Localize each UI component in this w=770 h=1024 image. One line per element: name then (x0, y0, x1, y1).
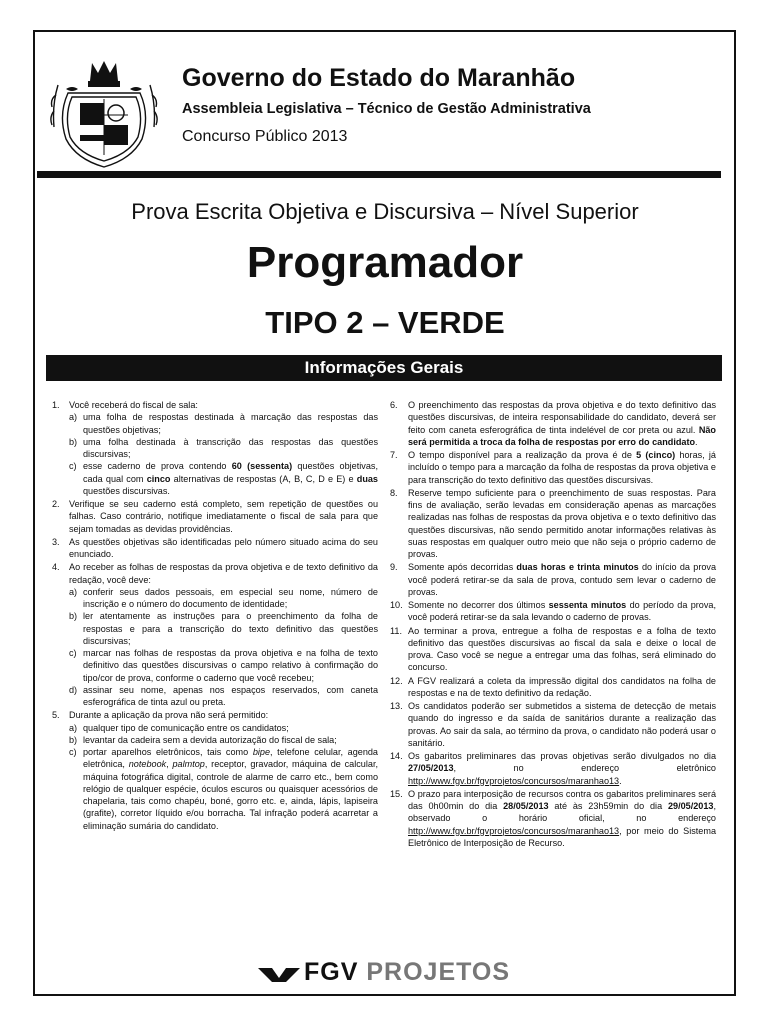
list-item: 8. Reserve tempo suficiente para o preenchimento de suas respostas. Para fins de avaliação, serão levadas em consideração apenas as marcações realizadas nas folhas de respostas da prova objetiva e o texto definitivo das questões discursivas, não sendo permitido anotar informações relativas às suas respostas em qualquer outro meio que não seja o próprio caderno de provas. (390, 487, 716, 559)
recurso-link[interactable]: http://www.fgv.br/fgvprojetos/concursos/maranhao13 (408, 825, 620, 836)
instructions-left-column (52, 399, 378, 833)
list-item: 12. A FGV realizará a coleta da impressão digital dos candidatos na folha de respostas e na de texto definitivo da redação. (390, 675, 716, 698)
list-item: 14. Os gabaritos preliminares das provas objetivas serão divulgados no dia 27/05/2013, no endereço eletrônico http://www.fgv.br/fgvprojetos/concursos/maranhao13. (390, 751, 716, 786)
header-year: Concurso Público 2013 (182, 128, 348, 145)
list-item: 6. O preenchimento das respostas da prova objetiva e do texto definitivo das questões discursivas, de inteira responsabilidade do candidato, deverá ser feito com caneta esferográfica de tinta indelével de cor preta ou azul. Não será permitida a troca da folha de respostas por erro do candidato. (390, 400, 716, 447)
fgv-logo: FGV PROJETOS (304, 958, 511, 986)
list-item: 4. Ao receber as folhas de respostas da prova objetiva e de texto definitivo da redação, você deve: a) conferir seus dados pessoais, em especial seu nome, número de inscrição e o número do documento de identidade; b) ler atentamente as instruções para o preenchimento da folha de respostas e para a transcrição do texto definitivo das questões discursivas; c) marcar nas folhas de respostas da prova objetiva e na folha de texto definitivo das questões discursivas o campo relativo à confirmação do tipo/cor de prova, conforme o caderno que você recebeu; d) assinar seu nome, apenas nos espaços reservados, com caneta esferográfica de tinta azul ou preta. (52, 562, 378, 707)
list-item: 11. Ao terminar a prova, entregue a folha de respostas e a folha de texto definitivo das questões discursivas ao fiscal da sala e deixe o local de prova. Caso você se negue a entregar uma das folhas, será eliminado do concurso. (390, 625, 716, 673)
list-item: 5. Durante a aplicação da prova não será permitido: a) qualquer tipo de comunicação entre os candidatos; b) levantar da cadeira sem a devida autorização do fiscal de sala; c) portar aparelhos eletrônicos, tais como bipe, telefone celular, agenda eletrônica, notebook, palmtop, receptor, gravador, máquina de calcular, máquina fotográfica digital, controle de alarme de carro etc., bem como relógio de qualquer espécie, óculos escuros ou quaisquer acessórios de chapelaria, tais como chapéu, boné, gorro etc. e, ainda, lápis, lapiseira (grafite), corretor líquido e/ou borracha. Tal infração poderá acarretar a eliminação sumária do candidato. (52, 710, 378, 831)
list-item: 2. Verifique se seu caderno está completo, sem repetição de questões ou falhas. Caso contrário, notifique imediatamente o fiscal de sala para que sejam tomadas as devidas providências. (52, 499, 378, 534)
coat-of-arms-icon (48, 55, 160, 175)
list-item: 15. O prazo para interposição de recursos contra os gabaritos preliminares será das 0h00min do dia 28/05/2013 até às 23h59min do dia 29/05/2013, observado o horário oficial, no endereço http://www.fgv.br/fgvprojetos/concursos/maranhao13, por meio do Sistema Eletrônico de Interposição de Recurso. (390, 788, 716, 848)
list-item: 13. Os candidatos poderão ser submetidos a sistema de detecção de metais quando do ingresso e da saída de sanitários durante a realização das provas. Ao sair da sala, ao término da prova, o candidato não poderá usar o sanitário. (390, 701, 716, 748)
header-subtitle: Assembleia Legislativa – Técnico de Gestão Administrativa (182, 101, 591, 117)
exam-type: Prova Escrita Objetiva e Discursiva – Nível Superior (131, 199, 639, 224)
job-title: Programador (246, 238, 524, 287)
fgv-chevron-icon (258, 966, 300, 984)
instructions-right-column (390, 399, 716, 850)
section-heading: Informações Gerais (46, 355, 722, 381)
list-item: 3. As questões objetivas são identificadas pelo número situado acima do seu enunciado. (52, 536, 378, 559)
header-divider (37, 171, 721, 178)
list-item: 9. Somente após decorridas duas horas e trinta minutos do início da prova você poderá retirar-se da sala de prova, contudo sem levar o caderno de provas. (390, 562, 717, 597)
list-item: 1. Você receberá do fiscal de sala: a) uma folha de respostas destinada à marcação das respostas das questões objetivas; b) uma folha destinada à transcrição das respostas das questões discursivas; c) esse caderno de prova contendo 60 (sessenta) questões objetivas, cada qual com cinco alternativas de respostas (A, B, C, D e E) e duas questões discursivas. (52, 400, 378, 496)
gabarito-link[interactable]: http://www.fgv.br/fgvprojetos/concursos/maranhao13 (408, 775, 620, 786)
list-item: 10. Somente no decorrer dos últimos sessenta minutos do período da prova, você poderá retirar-se da sala levando o caderno de provas. (390, 600, 716, 623)
list-item: 7. O tempo disponível para a realização da prova é de 5 (cinco) horas, já incluído o tempo para a marcação da folha de respostas da prova objetiva e para transcrição do texto definitivo das questões discursivas. (390, 450, 716, 485)
header-title: Governo do Estado do Maranhão (182, 64, 576, 92)
exam-tipo: TIPO 2 – VERDE (265, 305, 505, 340)
